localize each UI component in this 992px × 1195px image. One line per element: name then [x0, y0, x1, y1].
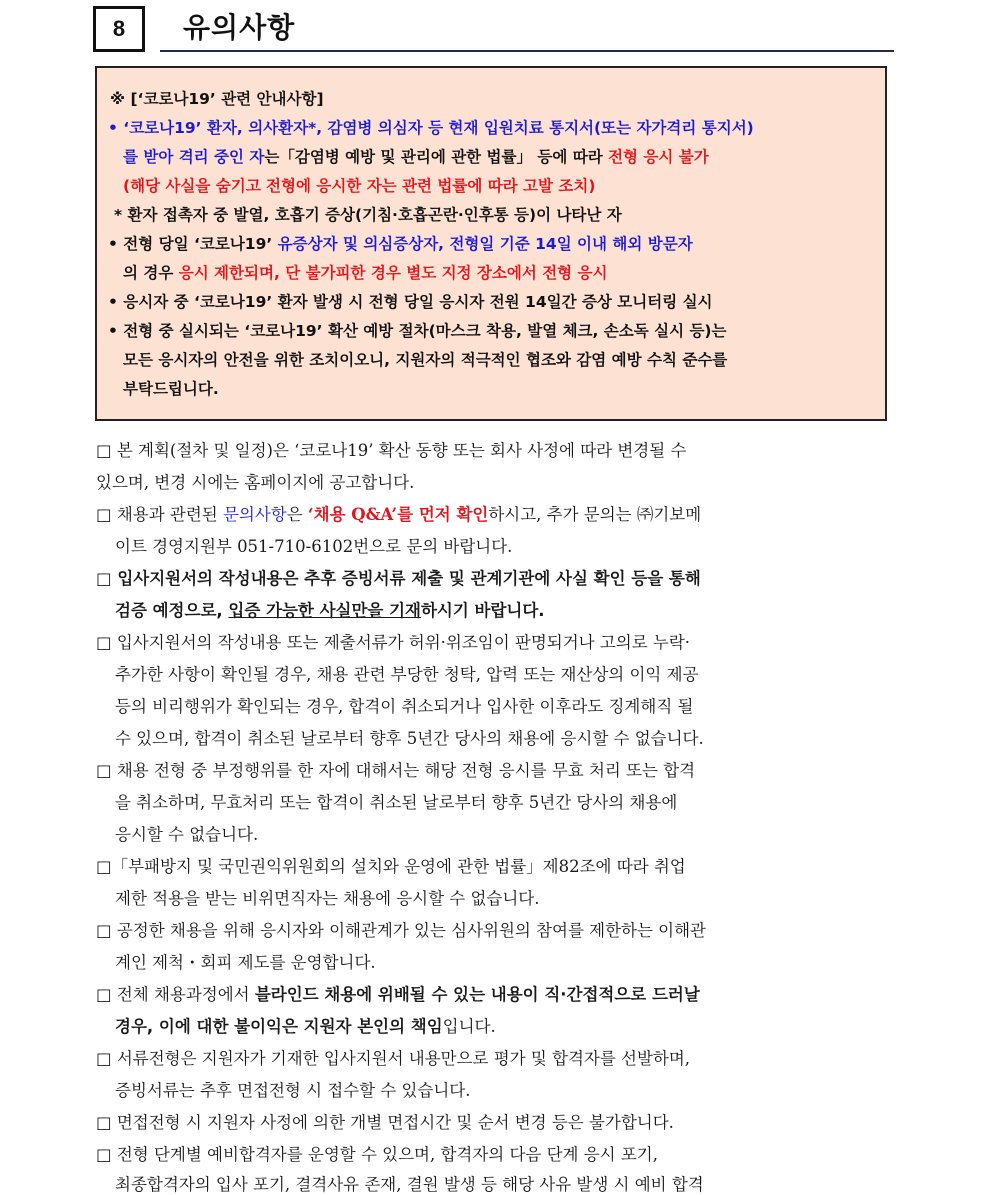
- item-4-line-4: 수 있으며, 합격이 취소된 날로부터 향후 5년간 당사의 채용에 응시할 수 없습니다.: [115, 729, 704, 748]
- notice-footnote: * 환자 접촉자 중 발열, 호흡기 증상(기침·호흡곤란·인후통 등)이 나타난 자: [114, 206, 622, 224]
- item-1-line-2: 있으며, 변경 시에는 홈페이지에 공고합니다.: [96, 473, 415, 492]
- item-8-line-2: [115, 1013, 496, 1037]
- item-2-line-2: 이트 경영지원부 051-710-6102번으로 문의 바랍니다.: [115, 537, 513, 556]
- item-3-line-2: [115, 597, 545, 621]
- item-5-line-2: 을 취소하며, 무효처리 또는 합격이 취소된 날로부터 향후 5년간 당사의 채용에: [115, 793, 678, 812]
- item-4-line-3: 등의 비리행위가 확인되는 경우, 합격이 취소되거나 입사한 이후라도 징계해직 될: [115, 697, 694, 716]
- item-8-bold-text: 블라인드 채용에 위배될 수 있는 내용이 직·간접적으로 드러날: [254, 985, 700, 1004]
- item-8-line-1: [96, 981, 700, 1005]
- notice-isolated-text: 를 받아 격리 중인 자: [123, 148, 265, 166]
- notice-bullet-4-line-1: • 전형 중 실시되는 ‘코로나19’ 확산 예방 절차(마스크 착용, 발열 체크, 손소독 실시 등)는: [108, 322, 727, 340]
- item-3-line-1: □ 입사지원서의 작성내용은 추후 증빙서류 제출 및 관계기관에 사실 확인 등을 통해: [96, 569, 701, 588]
- item-6-line-1: □「부패방지 및 국민권익위원회의 설치와 운영에 관한 법률」제82조에 따라 취업: [96, 857, 686, 876]
- section-number-box: [93, 6, 145, 52]
- corona-notice-box: [95, 66, 887, 421]
- notice-b2-symptom-text: 유증상자 및 의심증상자, 전형일 기준 14일 이내 해외 방문자: [277, 235, 693, 253]
- item-7-line-1: □ 공정한 채용을 위해 응시자와 이해관계가 있는 심사위원의 참여를 제한하는 이해관: [96, 921, 706, 940]
- item-2-prefix: □ 채용과 관련된: [96, 505, 223, 524]
- notice-bullet-1-line-2: [123, 145, 709, 167]
- item-2-line-1: [96, 501, 701, 525]
- item-2-inquiry-text: 문의사항: [222, 505, 287, 524]
- item-11-line-1: □ 전형 단계별 예비합격자를 운영할 수 있으며, 합격자의 다음 단계 응시 포기,: [96, 1145, 658, 1164]
- item-5-line-3: 응시할 수 없습니다.: [115, 825, 259, 844]
- notice-heading: ※ [‘코로나19’ 관련 안내사항]: [110, 90, 324, 108]
- notice-bullet-4-line-3: 부탁드립니다.: [123, 380, 219, 398]
- item-9-line-2: 증빙서류는 추후 면접전형 시 접수할 수 있습니다.: [115, 1081, 471, 1100]
- item-2-particle: 은: [286, 505, 308, 524]
- notice-b2-restriction-text: 응시 제한되며, 단 불가피한 경우 별도 지정 장소에서 전형 응시: [178, 264, 608, 282]
- section-title: 유의사항: [183, 11, 296, 44]
- item-8-bold-text-2: 경우, 이에 대한 불이익은 지원자 본인의 책임: [115, 1017, 443, 1036]
- item-7-line-2: 계인 제척・회피 제도를 운영합니다.: [115, 953, 376, 972]
- notice-bullet-2-line-2: [123, 261, 608, 283]
- item-2-suffix: 하시고, 추가 문의는 ㈜기보메: [488, 505, 702, 524]
- item-4-line-1: □ 입사지원서의 작성내용 또는 제출서류가 허위·위조임이 판명되거나 고의로 누락·: [96, 633, 691, 652]
- notice-bullet-1-line-1: • ‘코로나19’ 환자, 의사환자*, 감염병 의심자 등 현재 입원치료 통지서(또는 자가격리 통지서): [108, 119, 754, 137]
- section-number: 8: [112, 16, 126, 41]
- notice-b2-prefix: • 전형 당일 ‘코로나19’: [108, 235, 278, 253]
- notice-law-text: 는「감염병 예방 및 관리에 관한 법률」 등에 따라: [264, 148, 609, 166]
- item-8-suffix: 입니다.: [442, 1017, 496, 1036]
- notice-bullet-2-line-1: [108, 232, 693, 254]
- item-5-line-1: □ 채용 전형 중 부정행위를 한 자에 대해서는 해당 전형 응시를 무효 처리 또는 합격: [96, 761, 696, 780]
- item-3-prefix: 검증 예정으로,: [115, 601, 229, 620]
- notice-b2-case-text: 의 경우: [123, 264, 179, 282]
- item-11-line-2: 최종합격자의 입사 포기, 결격사유 존재, 결원 발생 등 해당 사유 발생 시 예비 합격: [115, 1175, 704, 1194]
- notice-bullet-1-line-3: (해당 사실을 숨기고 전형에 응시한 자는 관련 법률에 따라 고발 조치): [123, 177, 596, 195]
- section-title-underline: [160, 50, 894, 52]
- item-3-underlined-text: 입증 가능한 사실만을 기재: [228, 601, 421, 620]
- item-8-prefix: □ 전체 채용과정에서: [96, 985, 255, 1004]
- item-1-line-1: □ 본 계획(절차 및 일정)은 ‘코로나19’ 확산 동향 또는 회사 사정에 따라 변경될 수: [96, 441, 687, 460]
- item-2-qa-link-text: ‘채용 Q&A’를 먼저 확인: [307, 505, 489, 524]
- notice-bullet-4-line-2: 모든 응시자의 안전을 위한 조치이오니, 지원자의 적극적인 협조와 감염 예방 수칙 준수를: [123, 351, 728, 369]
- notice-bullet-3: • 응시자 중 ‘코로나19’ 환자 발생 시 전형 당일 응시자 전원 14일간 증상 모니터링 실시: [108, 293, 713, 311]
- item-9-line-1: □ 서류전형은 지원자가 기재한 입사지원서 내용만으로 평가 및 합격자를 선발하며,: [96, 1049, 691, 1068]
- item-6-line-2: 제한 적용을 받는 비위면직자는 채용에 응시할 수 없습니다.: [115, 889, 540, 908]
- notice-prohibited-text: 전형 응시 불가: [608, 148, 709, 166]
- item-4-line-2: 추가한 사항이 확인될 경우, 채용 관련 부당한 청탁, 압력 또는 재산상의 이익 제공: [115, 665, 699, 684]
- item-3-suffix: 하시기 바랍니다.: [420, 601, 545, 620]
- item-10-line-1: □ 면접전형 시 지원자 사정에 의한 개별 면접시간 및 순서 변경 등은 불가합니다.: [96, 1113, 674, 1132]
